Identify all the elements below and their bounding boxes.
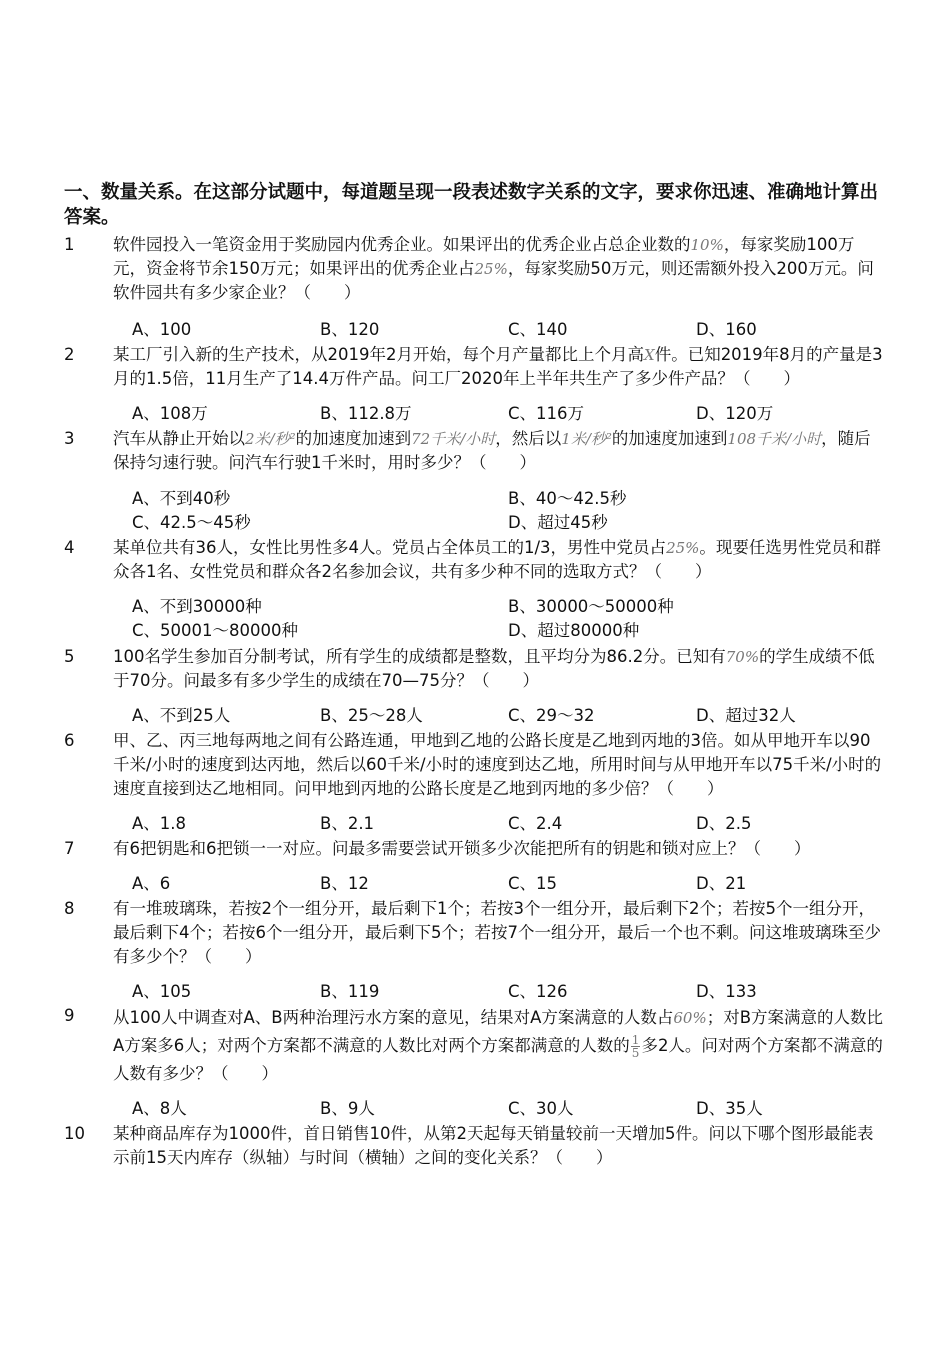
section-title: 一、数量关系。在这部分试题中，每道题呈现一段表述数字关系的文字，要求你迅速、准确地计算出答案。 (64, 182, 879, 228)
question-1 (64, 233, 884, 305)
option-b: B、112.8万 (320, 404, 412, 423)
question-number: 6 (64, 731, 75, 750)
question-text: 甲、乙、丙三地每两地之间有公路连通，甲地到乙地的公路长度是乙地到丙地的3倍。如从甲地开车以90千米/小时的速度到达丙地，然后以60千米/小时的速度到达乙地，所用时间与从甲地开车以75千米/小时的速度直接到达乙地相同。问甲地到丙地的公路长度是乙地到丙地的多少倍？（ ） (113, 731, 882, 798)
option-c: C、30人 (508, 1099, 574, 1118)
option-b: B、2.1 (320, 814, 375, 833)
question-number: 2 (64, 345, 75, 364)
option-a: A、105 (132, 982, 192, 1001)
option-c: C、15 (508, 874, 558, 893)
option-c: C、2.4 (508, 814, 563, 833)
option-b: B、9人 (320, 1099, 375, 1118)
question-text: 有6把钥匙和6把锁一一对应。问最多需要尝试开锁多少次能把所有的钥匙和锁对应上？（ ） (113, 839, 811, 858)
option-d: D、120万 (696, 404, 774, 423)
option-a: A、不到30000种 (132, 597, 262, 616)
question-number: 9 (64, 1006, 75, 1025)
option-c: C、116万 (508, 404, 585, 423)
question-number: 1 (64, 235, 75, 254)
question-number: 7 (64, 839, 75, 858)
option-d: D、超过45秒 (508, 513, 608, 532)
option-b: B、120 (320, 320, 380, 339)
question-2 (64, 343, 884, 391)
question-text: 从100人中调查对A、B两种治理污水方案的意见，结果对A方案满意的人数占60%；对B方案满意的人数比A方案多6人；对两个方案都不满意的人数比对两个方案都满意的人数的 $\frac{1}{5}$ 多2人。问对两个方案都不满意的人数有多少？（ ） (113, 1008, 884, 1083)
fraction-one-fifth: $\frac{1}{5}$ (631, 1033, 640, 1060)
option-d: D、超过32人 (696, 706, 796, 725)
option-b: B、12 (320, 874, 369, 893)
question-5 (64, 645, 884, 693)
question-text: 某种商品库存为1000件，首日销售10件，从第2天起每天销量较前一天增加5件。问以下哪个图形最能表示前15天内库存（纵轴）与时间（横轴）之间的变化关系？（ ） (113, 1124, 874, 1167)
option-c: C、42.5～45秒 (132, 513, 251, 532)
option-a: A、不到40秒 (132, 489, 231, 508)
option-d: D、35人 (696, 1099, 763, 1118)
question-text: 有一堆玻璃珠，若按2个一组分开，最后剩下1个；若按3个一组分开，最后剩下2个；若按5个一组分开，最后剩下4个；若按6个一组分开，最后剩下5个；若按7个一组分开，最后一个也不剩。问这堆玻璃珠至少有多少个？（ ） (113, 899, 881, 966)
question-7 (64, 837, 884, 861)
question-10 (64, 1122, 884, 1170)
question-8 (64, 897, 884, 969)
option-a: A、不到25人 (132, 706, 231, 725)
option-b: B、30000～50000种 (508, 597, 674, 616)
question-text: 某工厂引入新的生产技术，从2019年2月开始，每个月产量都比上个月高X件。已知2019年8月的产量是3月的1.5倍，11月生产了14.4万件产品。问工厂2020年上半年共生产了多少件产品？（ ） (113, 345, 883, 388)
question-text: 软件园投入一笔资金用于奖励园内优秀企业。如果评出的优秀企业占总企业数的10%，每家奖励100万元，资金将节余150万元；如果评出的优秀企业占25%，每家奖励50万元，则还需额外投入200万元。问软件园共有多少家企业？（ ） (113, 235, 874, 302)
question-number: 10 (64, 1124, 85, 1143)
question-6 (64, 729, 884, 801)
option-d: D、21 (696, 874, 747, 893)
question-3 (64, 427, 884, 475)
option-c: C、126 (508, 982, 568, 1001)
option-a: A、8人 (132, 1099, 187, 1118)
option-c: C、50001～80000种 (132, 621, 298, 640)
question-9 (64, 1004, 884, 1088)
question-text: 汽车从静止开始以2米/秒²的加速度加速到72千米/小时，然后以1米/秒²的加速度加速到108千米/小时，随后保持匀速行驶。问汽车行驶1千米时，用时多少？（ ） (113, 429, 871, 472)
option-a: A、1.8 (132, 814, 187, 833)
option-a: A、6 (132, 874, 171, 893)
option-d: D、160 (696, 320, 757, 339)
option-d: D、超过80000种 (508, 621, 640, 640)
question-text: 100名学生参加百分制考试，所有学生的成绩都是整数，且平均分为86.2分。已知有70%的学生成绩不低于70分。问最多有多少学生的成绩在70—75分？（ ） (113, 647, 875, 690)
question-4 (64, 536, 884, 584)
question-number: 3 (64, 429, 75, 448)
option-b: B、40～42.5秒 (508, 489, 627, 508)
question-number: 4 (64, 538, 75, 557)
option-c: C、140 (508, 320, 568, 339)
option-a: A、108万 (132, 404, 208, 423)
option-a: A、100 (132, 320, 192, 339)
question-text: 某单位共有36人，女性比男性多4人。党员占全体员工的1/3，男性中党员占25%。现要任选男性党员和群众各1名、女性党员和群众各2名参加会议，共有多少种不同的选取方式？（ ） (113, 538, 881, 581)
question-number: 8 (64, 899, 75, 918)
option-b: B、119 (320, 982, 380, 1001)
question-number: 5 (64, 647, 75, 666)
option-c: C、29～32 (508, 706, 595, 725)
option-b: B、25～28人 (320, 706, 423, 725)
option-d: D、133 (696, 982, 757, 1001)
option-d: D、2.5 (696, 814, 752, 833)
